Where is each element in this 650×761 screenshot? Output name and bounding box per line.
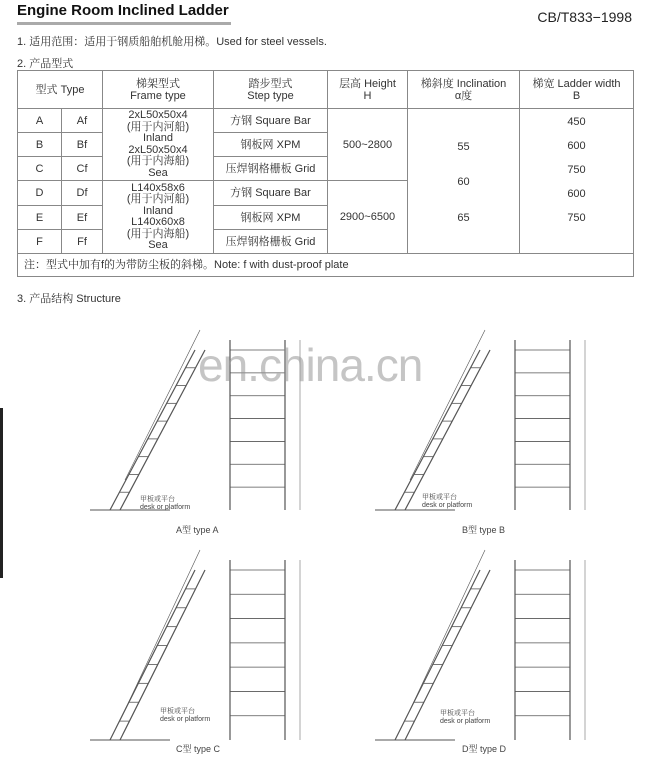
left-edge-bar	[0, 408, 3, 578]
type-cell: C	[18, 157, 62, 181]
deck-label: 甲板或平台 desk or platform	[140, 496, 191, 511]
inclination-value: 65	[457, 212, 470, 224]
header-height: 层高 Height H	[328, 71, 408, 109]
handrail	[125, 330, 200, 480]
section-structure: 3. 产品结构 Structure	[17, 293, 121, 305]
width-value: 600	[567, 140, 586, 152]
type-cell: F	[18, 230, 62, 254]
header-inclination: 梯斜度 Inclination α度	[408, 71, 520, 109]
type-cell: D	[18, 181, 62, 206]
deck-label: 甲板或平台 desk or platform	[440, 710, 491, 725]
height-cell: 2900~6500	[328, 181, 408, 254]
type-f-cell: Af	[62, 109, 103, 133]
handrail	[125, 550, 200, 710]
frame-cell: 2xL50x50x4 (用于内河船) Inland 2xL50x50x4 (用于内海船) Sea	[103, 109, 214, 181]
header-width: 梯宽 Ladder width B	[520, 71, 634, 109]
type-cell: B	[18, 133, 62, 157]
deck-label: 甲板或平台 desk or platform	[160, 708, 211, 723]
width-value: 750	[567, 212, 586, 224]
product-type-table	[17, 70, 634, 277]
type-f-cell: Ff	[62, 230, 103, 254]
step-cell: 方钢 Square Bar	[214, 109, 328, 133]
frame-cell: L140x58x6 (用于内河船) Inland L140x60x8 (用于内海船) Sea	[103, 181, 214, 254]
table-note-row	[18, 254, 634, 277]
step-cell: 压焊钢格栅板 Grid	[214, 157, 328, 181]
height-cell: 500~2800	[328, 109, 408, 181]
type-cell: E	[18, 206, 62, 230]
table-row	[18, 109, 634, 133]
type-f-cell: Bf	[62, 133, 103, 157]
step-cell: 压焊钢格栅板 Grid	[214, 230, 328, 254]
ladder-side-stringer	[110, 350, 195, 510]
table-header-row	[18, 71, 634, 109]
width-value: 450	[567, 116, 586, 128]
inclination-value: 60	[457, 176, 470, 188]
width-value: 600	[567, 188, 586, 200]
header-type: 型式 Type	[18, 71, 103, 109]
width-cell	[520, 109, 634, 254]
step-cell: 钢板网 XPM	[214, 206, 328, 230]
inclination-value: 55	[457, 141, 470, 153]
type-f-cell: Df	[62, 181, 103, 206]
caption-type-d: D型 type D	[462, 744, 507, 754]
section-types: 2. 产品型式	[17, 58, 74, 70]
watermark: en.china.cn	[198, 339, 423, 391]
width-value: 750	[567, 164, 586, 176]
handrail	[410, 550, 485, 710]
deck-label: 甲板或平台 desk or platform	[422, 494, 473, 509]
step-cell: 方钢 Square Bar	[214, 181, 328, 206]
type-cell: A	[18, 109, 62, 133]
type-f-cell: Ef	[62, 206, 103, 230]
section-scope: 1. 适用范围：适用于钢质船舶机舱用梯。Used for steel vessels.	[17, 36, 327, 48]
standard-number: CB/T833−1998	[537, 9, 632, 25]
page-title: Engine Room Inclined Ladder	[17, 2, 229, 19]
caption-type-b: B型 type B	[462, 525, 506, 535]
step-cell: 钢板网 XPM	[214, 133, 328, 157]
title-underline	[17, 22, 231, 25]
caption-type-a: A型 type A	[176, 525, 219, 535]
table-note: 注：型式中加有f的为带防尘板的斜梯。Note: f with dust-proof plate	[18, 254, 634, 277]
type-f-cell: Cf	[62, 157, 103, 181]
inclination-cell	[408, 109, 520, 254]
ladder-side-stringer	[120, 350, 205, 510]
caption-type-c: C型 type C	[176, 744, 221, 754]
header-step: 踏步型式 Step type	[214, 71, 328, 109]
header-frame: 梯架型式 Frame type	[103, 71, 214, 109]
